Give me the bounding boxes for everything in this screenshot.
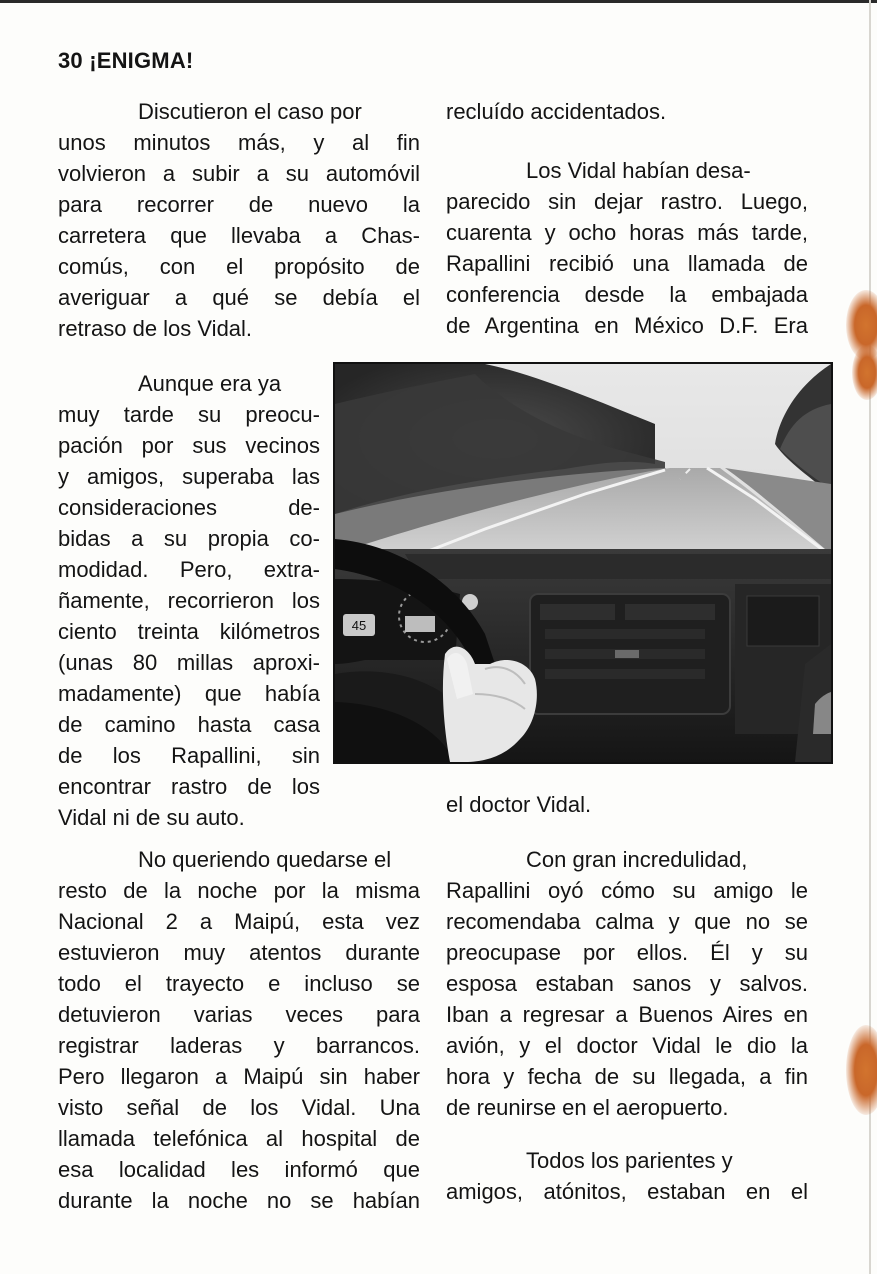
text-line: Rapallini oyó cómo su amigo le bbox=[446, 878, 808, 903]
text-line: de los Rapallini, sin bbox=[58, 743, 320, 768]
text-line: detuvieron varias veces para bbox=[58, 1002, 420, 1027]
text-line: de reunirse en el aeropuerto. bbox=[446, 1095, 729, 1120]
text-line: Iban a regresar a Buenos Aires en bbox=[446, 1002, 808, 1027]
right-paragraph-4 bbox=[446, 844, 808, 1123]
text-line: de Argentina en México D.F. Era bbox=[446, 313, 808, 338]
text-line: durante la noche no se habían bbox=[58, 1188, 420, 1213]
text-line: resto de la noche por la misma bbox=[58, 878, 420, 903]
chapter-title: ¡ENIGMA! bbox=[89, 48, 194, 73]
right-paragraph-1 bbox=[446, 96, 808, 127]
road-photo-illustration bbox=[335, 364, 831, 762]
text-line: madamente) que había bbox=[58, 681, 320, 706]
text-line: carretera que llevaba a Chas- bbox=[58, 223, 420, 248]
text-line: muy tarde su preocu- bbox=[58, 402, 320, 427]
text-line: consideraciones de- bbox=[58, 495, 320, 520]
text-line: unos minutos más, y al fin bbox=[58, 130, 420, 155]
text-line: y amigos, superaba las bbox=[58, 464, 320, 489]
text-line: conferencia desde la embajada bbox=[446, 282, 808, 307]
text-line: pación por sus vecinos bbox=[58, 433, 320, 458]
text-line: Los Vidal habían desa- bbox=[526, 158, 751, 183]
text-line: No queriendo quedarse el bbox=[138, 847, 392, 872]
text-line: Aunque era ya bbox=[138, 371, 282, 396]
text-line: esa localidad les informó que bbox=[58, 1157, 420, 1182]
road-photo bbox=[333, 362, 833, 764]
text-line: preocupase por ellos. Él y su bbox=[446, 940, 808, 965]
left-paragraph-2 bbox=[58, 368, 320, 833]
text-line: Discutieron el caso por bbox=[138, 99, 362, 124]
paper-stain bbox=[846, 1025, 877, 1115]
text-line: parecido sin dejar rastro. Luego, bbox=[446, 189, 808, 214]
text-line: para recorrer de nuevo la bbox=[58, 192, 420, 217]
text-line: bidas a su propia co- bbox=[58, 526, 320, 551]
text-line: llamada telefónica al hospital de bbox=[58, 1126, 420, 1151]
text-line: Con gran incredulidad, bbox=[526, 847, 748, 872]
speedometer-reading: 45 bbox=[351, 618, 367, 633]
text-line: hora y fecha de su llegada, a fin bbox=[446, 1064, 808, 1089]
text-line: volvieron a subir a su automóvil bbox=[58, 161, 420, 186]
text-line: de camino hasta casa bbox=[58, 712, 320, 737]
text-line: (unas 80 millas aproxi- bbox=[58, 650, 320, 675]
paper-stain bbox=[852, 345, 877, 400]
text-line: registrar laderas y barrancos. bbox=[58, 1033, 420, 1058]
text-line: Pero llegaron a Maipú sin haber bbox=[58, 1064, 420, 1089]
text-line: avión, y el doctor Vidal le dio la bbox=[446, 1033, 808, 1058]
text-line: recluído accidentados. bbox=[446, 99, 667, 124]
right-paragraph-3 bbox=[446, 789, 808, 820]
page-number: 30 bbox=[58, 48, 83, 73]
page-top-edge bbox=[0, 0, 877, 3]
text-line: todo el trayecto e incluso se bbox=[58, 971, 420, 996]
text-line: visto señal de los Vidal. Una bbox=[58, 1095, 420, 1120]
left-paragraph-1 bbox=[58, 96, 420, 344]
text-line: esposa estaban sanos y salvos. bbox=[446, 971, 808, 996]
page-header bbox=[58, 48, 193, 74]
text-line: recomendaba calma y que no se bbox=[446, 909, 808, 934]
text-line: Rapallini recibió una llamada de bbox=[446, 251, 808, 276]
text-line: Nacional 2 a Maipú, esta vez bbox=[58, 909, 420, 934]
text-line: averiguar a qué se debía el bbox=[58, 285, 420, 310]
text-line: ciento treinta kilómetros bbox=[58, 619, 320, 644]
text-line: ñamente, recorrieron los bbox=[58, 588, 320, 613]
text-line: retraso de los Vidal. bbox=[58, 316, 253, 341]
text-line: estuvieron muy atentos durante bbox=[58, 940, 420, 965]
text-line: encontrar rastro de los bbox=[58, 774, 320, 799]
text-line: comús, con el propósito de bbox=[58, 254, 420, 279]
right-paragraph-5 bbox=[446, 1145, 808, 1207]
text-line: amigos, atónitos, estaban en el bbox=[446, 1179, 808, 1204]
left-paragraph-3 bbox=[58, 844, 420, 1216]
text-line: modidad. Pero, extra- bbox=[58, 557, 320, 582]
text-line: Vidal ni de su auto. bbox=[58, 805, 245, 830]
text-line: el doctor Vidal. bbox=[446, 792, 592, 817]
right-paragraph-2 bbox=[446, 155, 808, 341]
text-line: cuarenta y ocho horas más tarde, bbox=[446, 220, 808, 245]
text-line: Todos los parientes y bbox=[526, 1148, 733, 1173]
